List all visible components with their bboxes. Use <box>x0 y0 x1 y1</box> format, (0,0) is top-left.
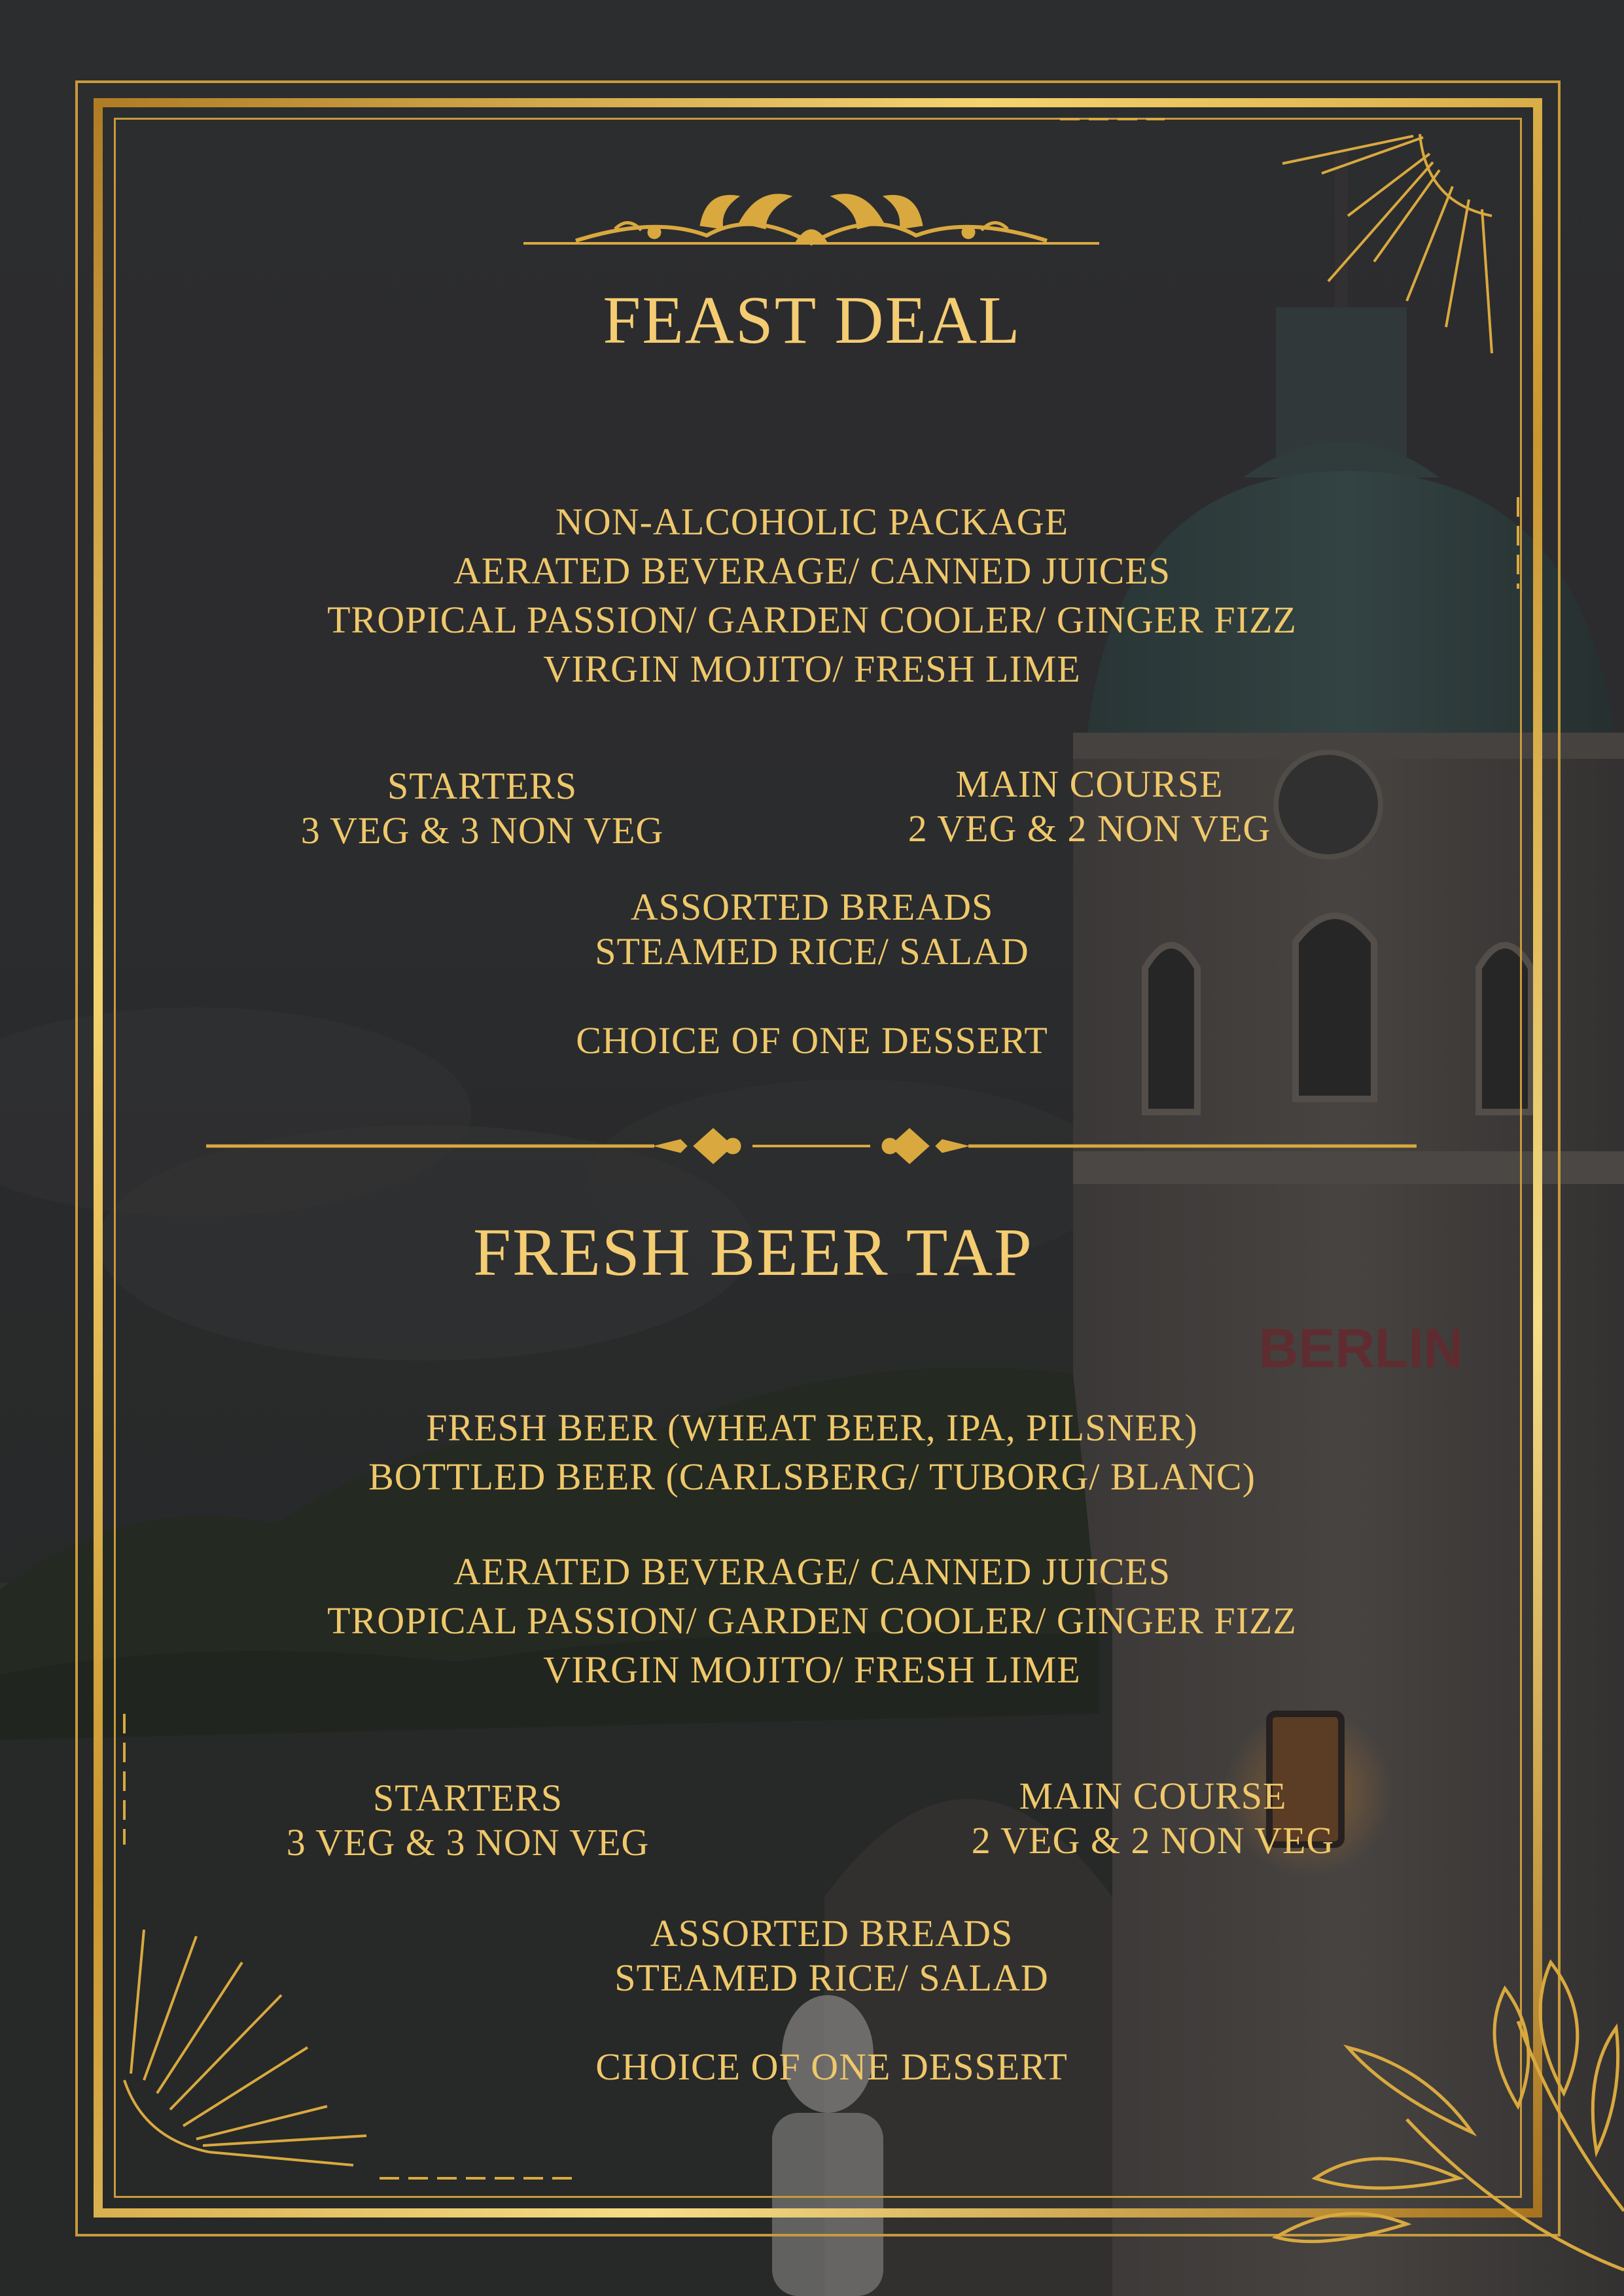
starters-label: STARTERS <box>387 765 577 807</box>
beer-starters <box>173 1776 762 1865</box>
package-line: VIRGIN MOJITO/ FRESH LIME <box>543 648 1081 690</box>
sides-line: STEAMED RICE/ SALAD <box>595 930 1029 973</box>
main-course-detail: 2 VEG & 2 NON VEG <box>971 1819 1335 1862</box>
beer-main-course <box>858 1774 1447 1863</box>
sides-line: ASSORTED BREADS <box>650 1912 1014 1955</box>
building-sign: BERLIN <box>1258 1317 1464 1379</box>
dessert-line: CHOICE OF ONE DESSERT <box>595 2045 1068 2088</box>
main-course-detail: 2 VEG & 2 NON VEG <box>908 807 1271 850</box>
main-course-label: MAIN COURSE <box>1019 1775 1287 1817</box>
starters-detail: 3 VEG & 3 NON VEG <box>300 809 664 852</box>
feast-starters <box>188 764 777 853</box>
package-line: NON-ALCOHOLIC PACKAGE <box>555 500 1069 543</box>
beer-tap-title: FRESH BEER TAP <box>473 1215 1033 1290</box>
starters-label: STARTERS <box>373 1777 563 1819</box>
beverage-line: TROPICAL PASSION/ GARDEN COOLER/ GINGER FIZZ <box>327 1599 1297 1642</box>
sides-line: ASSORTED BREADS <box>630 886 994 928</box>
sides-line: STEAMED RICE/ SALAD <box>614 1957 1049 1999</box>
beverage-line: AERATED BEVERAGE/ CANNED JUICES <box>453 1550 1171 1593</box>
top-ornament-icon <box>523 194 1099 243</box>
package-line: TROPICAL PASSION/ GARDEN COOLER/ GINGER FIZZ <box>327 599 1297 641</box>
feast-main-course <box>795 762 1384 851</box>
package-line: AERATED BEVERAGE/ CANNED JUICES <box>453 549 1171 592</box>
beverage-line: VIRGIN MOJITO/ FRESH LIME <box>543 1648 1081 1691</box>
section-divider-icon <box>206 1128 1417 1164</box>
leaf-branch-icon <box>1276 1962 1624 2270</box>
starters-detail: 3 VEG & 3 NON VEG <box>286 1821 650 1864</box>
beer-line: FRESH BEER (WHEAT BEER, IPA, PILSNER) <box>426 1406 1198 1449</box>
beer-line: BOTTLED BEER (CARLSBERG/ TUBORG/ BLANC) <box>368 1455 1256 1498</box>
dessert-line: CHOICE OF ONE DESSERT <box>576 1019 1048 1062</box>
feast-deal-title: FEAST DEAL <box>603 283 1021 358</box>
main-course-label: MAIN COURSE <box>955 763 1224 805</box>
